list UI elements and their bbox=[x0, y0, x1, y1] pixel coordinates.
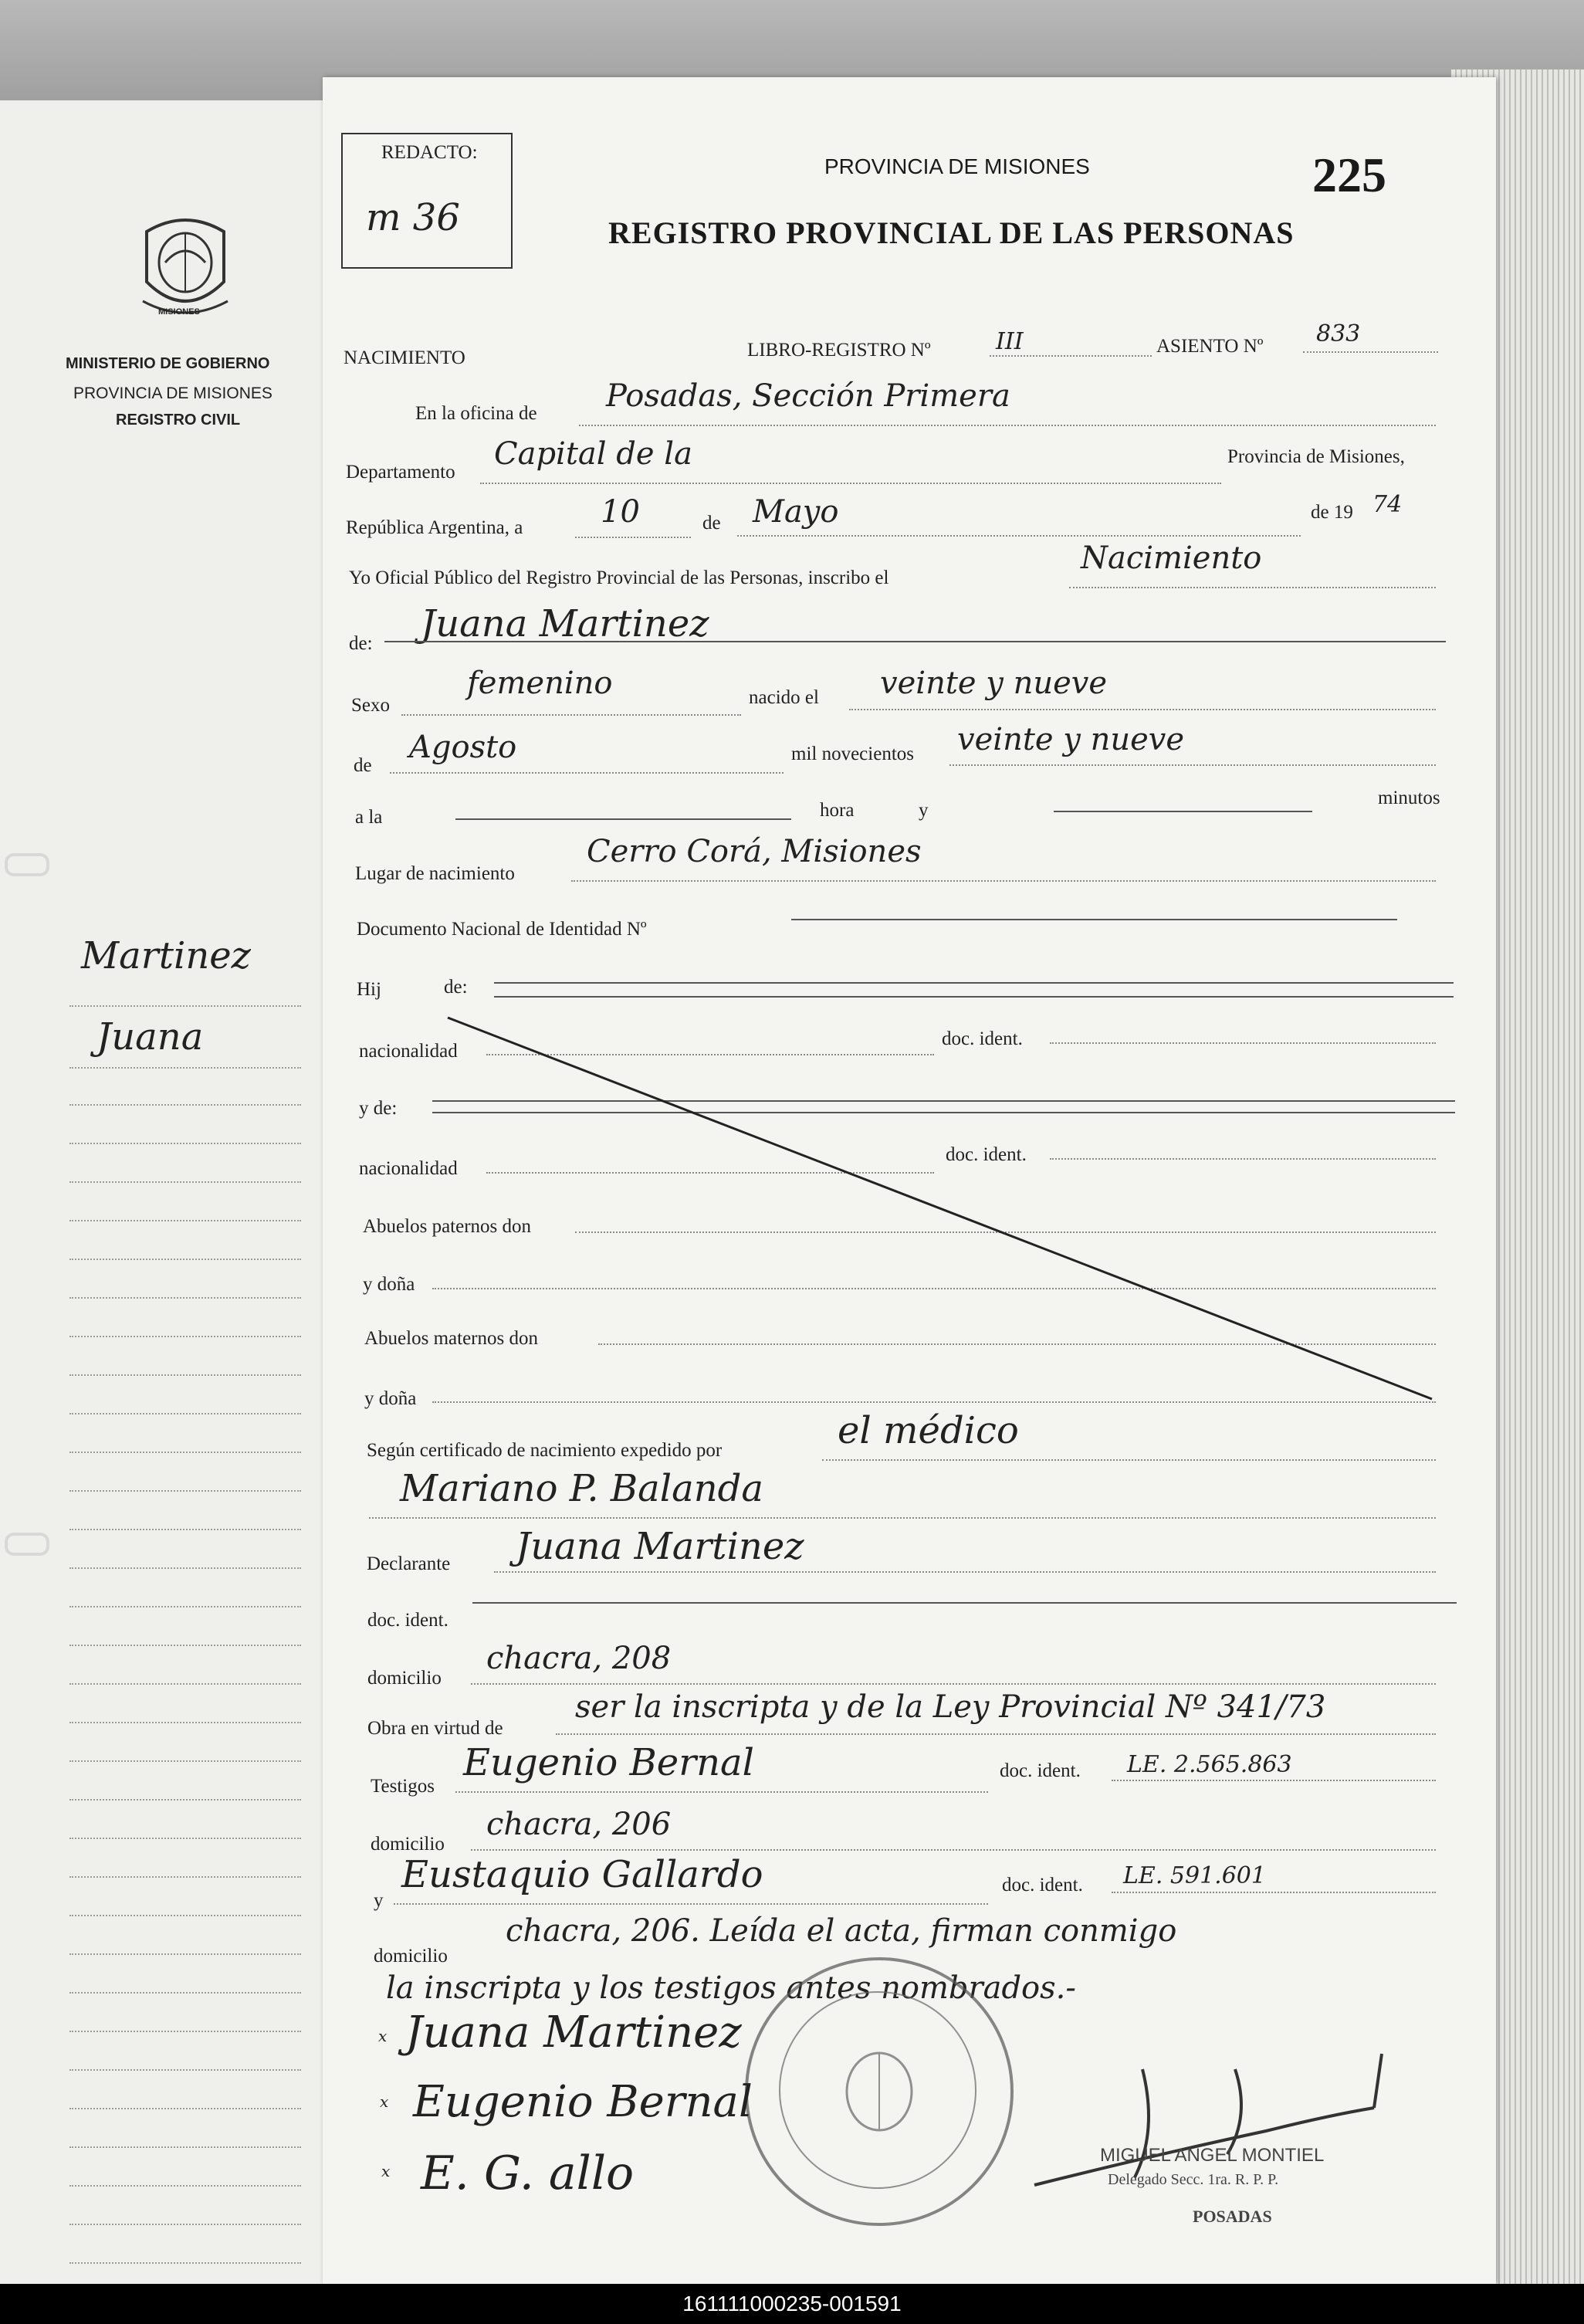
testigo1-value: Eugenio Bernal bbox=[463, 1741, 755, 1784]
redacto-value: m 36 bbox=[366, 196, 460, 239]
signature-mark: x bbox=[378, 2027, 388, 2045]
lugar-value: Cerro Corá, Misiones bbox=[587, 834, 922, 869]
doc-ident3-label: doc. ident. bbox=[367, 1610, 448, 1631]
signature-mark: x bbox=[381, 2162, 391, 2180]
registro-civil-label: REGISTRO CIVIL bbox=[116, 412, 241, 429]
doc-ident2-label: doc. ident. bbox=[946, 1144, 1027, 1165]
fill-line bbox=[822, 1459, 1436, 1461]
oficina-value: Posadas, Sección Primera bbox=[606, 378, 1010, 414]
fill-line bbox=[471, 1849, 1436, 1851]
mil-value: veinte y nueve bbox=[957, 722, 1185, 757]
day-value: 10 bbox=[601, 494, 640, 530]
asiento-label: ASIENTO Nº bbox=[1156, 336, 1264, 357]
y-dona2-label: y doña bbox=[364, 1388, 417, 1409]
domicilio3-value: chacra, 206. Leída el acta, firman conmigo bbox=[506, 1913, 1177, 1949]
ministry-title: MINISTERIO DE GOBIERNO bbox=[66, 355, 270, 372]
domicilio3-label: domicilio bbox=[374, 1946, 448, 1967]
signature-testigo1: Eugenio Bernal bbox=[413, 2077, 753, 2127]
seal-label: MISIONES bbox=[158, 307, 200, 317]
abuelos-maternos-label: Abuelos maternos don bbox=[364, 1328, 538, 1349]
month-value: Mayo bbox=[753, 494, 839, 530]
official-city-stamp: POSADAS bbox=[1193, 2207, 1272, 2226]
libro-label: LIBRO-REGISTRO Nº bbox=[747, 340, 931, 361]
fill-line bbox=[455, 1791, 988, 1793]
continuation-value: la inscripta y los testigos antes nombrados.- bbox=[386, 1970, 1076, 2006]
margin-given-name: Juana bbox=[96, 1015, 204, 1059]
redacto-label: REDACTO: bbox=[381, 142, 478, 163]
abuelos-paternos-label: Abuelos paternos don bbox=[363, 1216, 532, 1237]
declarante-label: Declarante bbox=[367, 1553, 451, 1574]
persona-value: Juana Martinez bbox=[421, 602, 709, 645]
official-title-stamp: Delegado Secc. 1ra. R. P. P. bbox=[1108, 2171, 1279, 2188]
oficina-label: En la oficina de bbox=[415, 403, 537, 424]
medico-value: Mariano P. Balanda bbox=[400, 1467, 763, 1510]
signature-mark: x bbox=[380, 2092, 389, 2111]
declarante-value: Juana Martinez bbox=[516, 1525, 804, 1568]
de-mes-label: de bbox=[354, 755, 372, 776]
registry-title: REGISTRO PROVINCIAL DE LAS PERSONAS bbox=[608, 215, 1295, 250]
mes-value: Agosto bbox=[409, 730, 517, 765]
signature-inscripta: Juana Martinez bbox=[405, 2007, 742, 2058]
page-number: 225 bbox=[1312, 147, 1386, 202]
year-value: 74 bbox=[1372, 491, 1403, 518]
sexo-label: Sexo bbox=[351, 695, 390, 716]
record-type-label: NACIMIENTO bbox=[344, 347, 465, 368]
doc-ident4-label: doc. ident. bbox=[1000, 1760, 1081, 1781]
certificado-label: Según certificado de nacimiento expedido por bbox=[367, 1440, 723, 1461]
image-code: 161111000235-001591 bbox=[682, 2292, 902, 2316]
testigo1-doc: LE. 2.565.863 bbox=[1127, 1751, 1292, 1778]
oficial-label: Yo Oficial Público del Registro Provincial de las Personas, inscribo el bbox=[349, 567, 889, 588]
fill-line bbox=[556, 1733, 1436, 1735]
de-label: de bbox=[702, 513, 721, 534]
nacionalidad2-label: nacionalidad bbox=[359, 1158, 458, 1179]
signature-testigo2: E. G. allo bbox=[421, 2146, 635, 2200]
a-la-label: a la bbox=[355, 807, 383, 828]
domicilio2-label: domicilio bbox=[371, 1834, 445, 1855]
departamento-value: Capital de la bbox=[494, 436, 692, 472]
y-dona-label: y doña bbox=[363, 1274, 415, 1295]
year-prefix: de 19 bbox=[1311, 502, 1353, 523]
republica-label: República Argentina, a bbox=[346, 517, 523, 538]
dni-label: Documento Nacional de Identidad Nº bbox=[357, 919, 647, 940]
hij-label: Hij bbox=[357, 979, 381, 1000]
testigo2-value: Eustaquio Gallardo bbox=[401, 1853, 763, 1896]
fill-line bbox=[494, 1571, 1436, 1573]
doc-ident-label: doc. ident. bbox=[942, 1028, 1023, 1049]
nacionalidad-label: nacionalidad bbox=[359, 1041, 458, 1062]
de2-label: de: bbox=[444, 977, 468, 998]
fill-line bbox=[472, 1602, 1457, 1604]
image-code-bar bbox=[0, 2284, 1584, 2324]
certificado-value: el médico bbox=[838, 1409, 1019, 1452]
y-de-label: y de: bbox=[359, 1098, 398, 1119]
official-name-stamp: MIGUEL ANGEL MONTIEL bbox=[1100, 2145, 1325, 2166]
lugar-label: Lugar de nacimiento bbox=[355, 863, 515, 884]
fill-line bbox=[1112, 1892, 1436, 1893]
official-round-stamp bbox=[745, 1957, 1014, 2226]
y2-label: y bbox=[374, 1890, 384, 1911]
libro-value: III bbox=[996, 328, 1024, 355]
y-label: y bbox=[919, 800, 929, 821]
fill-line bbox=[394, 1903, 988, 1905]
mil-label: mil novecientos bbox=[791, 744, 914, 764]
testigos-label: Testigos bbox=[371, 1776, 435, 1797]
fill-line bbox=[1112, 1780, 1436, 1781]
oficial-value: Nacimiento bbox=[1081, 540, 1262, 576]
provincia-label: Provincia de Misiones, bbox=[1227, 446, 1405, 467]
margin-surname: Martinez bbox=[81, 934, 251, 977]
province-heading: PROVINCIA DE MISIONES bbox=[824, 154, 1090, 178]
testigo2-doc: LE. 591.601 bbox=[1123, 1862, 1266, 1889]
nacido-value: veinte y nueve bbox=[880, 666, 1108, 701]
de-persona-label: de: bbox=[349, 633, 373, 654]
asiento-value: 833 bbox=[1316, 320, 1361, 347]
domicilio-value: chacra, 208 bbox=[486, 1641, 672, 1676]
departamento-label: Departamento bbox=[346, 462, 455, 483]
fill-line bbox=[471, 1683, 1436, 1685]
ministry-province: PROVINCIA DE MISIONES bbox=[73, 385, 272, 402]
minutos-label: minutos bbox=[1378, 788, 1440, 808]
obra-value: ser la inscripta y de la Ley Provincial Nº 341/73 bbox=[575, 1689, 1326, 1725]
fill-line bbox=[369, 1517, 1436, 1519]
hora-label: hora bbox=[820, 800, 855, 821]
stamp-emblem-icon bbox=[748, 1960, 1010, 2223]
domicilio-label: domicilio bbox=[367, 1668, 442, 1689]
doc-ident5-label: doc. ident. bbox=[1002, 1875, 1083, 1895]
nacido-label: nacido el bbox=[749, 687, 819, 708]
obra-label: Obra en virtud de bbox=[367, 1718, 503, 1739]
sexo-value: femenino bbox=[467, 666, 613, 701]
domicilio2-value: chacra, 206 bbox=[486, 1807, 672, 1842]
